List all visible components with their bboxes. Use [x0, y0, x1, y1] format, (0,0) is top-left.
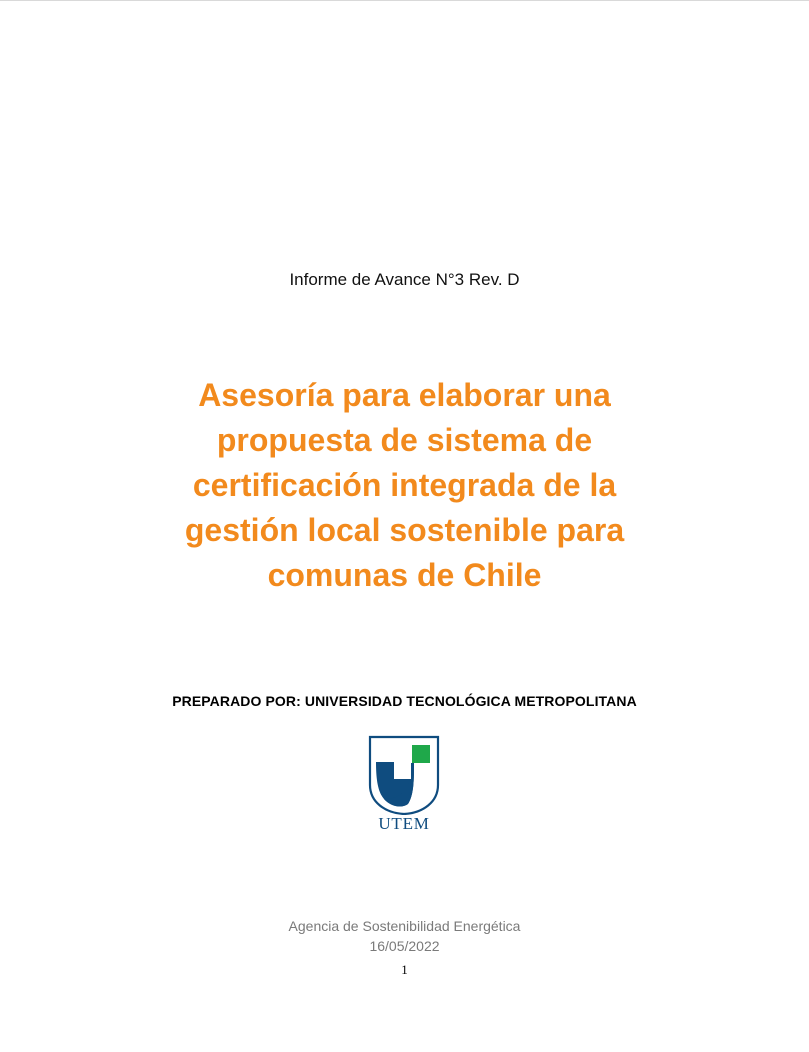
title-line: certificación integrada de la: [192, 467, 617, 504]
utem-shield-logo-icon: [366, 735, 442, 815]
document-date: 16/05/2022: [369, 938, 440, 954]
utem-logo-text: UTEM: [378, 814, 430, 833]
title-line: comunas de Chile: [267, 557, 542, 594]
title-line: Asesoría para elaborar una: [198, 377, 611, 414]
title-line: propuesta de sistema de: [216, 422, 593, 459]
report-label: Informe de Avance N°3 Rev. D: [289, 270, 520, 289]
agency-name: Agencia de Sostenibilidad Energética: [288, 918, 521, 934]
page-number: 1: [401, 962, 408, 977]
prepared-by-line: PREPARADO POR: UNIVERSIDAD TECNOLÓGICA METROPOLITANA: [172, 693, 637, 709]
title-line: gestión local sostenible para: [184, 512, 625, 549]
document-title: [140, 373, 669, 598]
utem-logo: [366, 735, 442, 835]
